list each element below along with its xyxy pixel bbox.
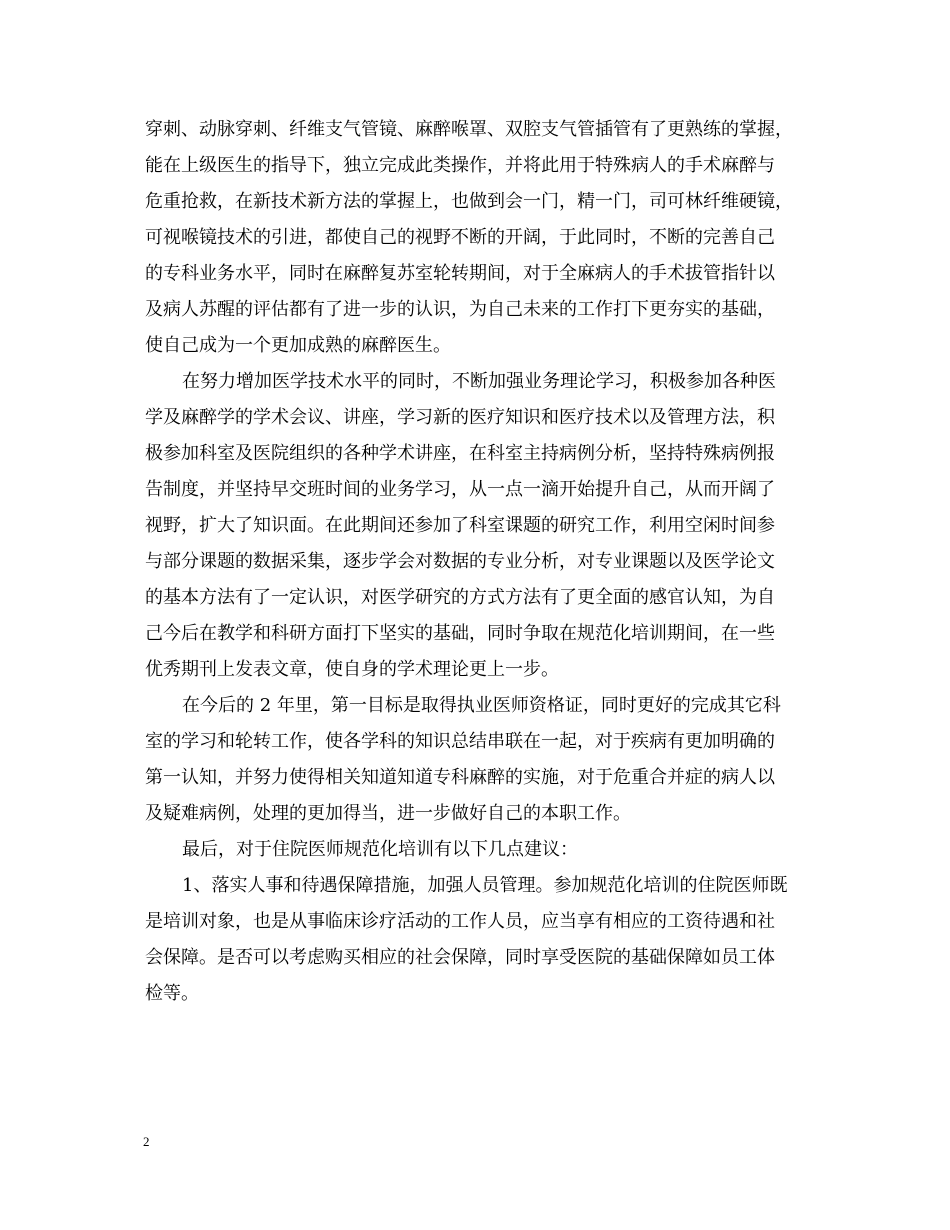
text-line: 是培训对象，也是从事临床诊疗活动的工作人员，应当享有相应的工资待遇和社 [145, 911, 775, 932]
text-line: 能在上级医生的指导下，独立完成此类操作，并将此用于特殊病人的手术麻醉与 [145, 155, 775, 176]
text-line: 会保障。是否可以考虑购买相应的社会保障，同时享受医院的基础保障如员工体 [145, 947, 775, 968]
text-line: 及疑难病例，处理的更加得当，进一步做好自己的本职工作。 [145, 803, 631, 824]
text-line: 检等。 [145, 983, 199, 1004]
text-line: 最后，对于住院医师规范化培训有以下几点建议： [182, 839, 578, 860]
text-line: 与部分课题的数据采集，逐步学会对数据的专业分析，对专业课题以及医学论文 [145, 551, 775, 572]
text-line: 穿刺、动脉穿刺、纤维支气管镜、麻醉喉罩、双腔支气管插管有了更熟练的掌握， [145, 119, 793, 140]
text-line: 告制度，并坚持早交班时间的业务学习，从一点一滴开始提升自己，从而开阔了 [145, 479, 775, 500]
text-line: 1、落实人事和待遇保障措施，加强人员管理。参加规范化培训的住院医师既 [182, 875, 788, 896]
text-line: 视野，扩大了知识面。在此期间还参加了科室课题的研究工作，利用空闲时间参 [145, 515, 775, 536]
text-line: 优秀期刊上发表文章，使自身的学术理论更上一步。 [145, 659, 559, 680]
text-line: 学及麻醉学的学术会议、讲座，学习新的医疗知识和医疗技术以及管理方法，积 [145, 407, 775, 428]
text-line: 可视喉镜技术的引进，都使自己的视野不断的开阔，于此同时，不断的完善自己 [145, 227, 775, 248]
text-line: 的基本方法有了一定认识，对医学研究的方式方法有了更全面的感官认知，为自 [145, 587, 775, 608]
text-line: 使自己成为一个更加成熟的麻醉医生。 [145, 335, 451, 356]
body-text [145, 112, 805, 1012]
text-line: 己今后在教学和科研方面打下坚实的基础，同时争取在规范化培训期间，在一些 [145, 623, 775, 644]
page-number: 2 [143, 1134, 150, 1149]
text-line: 危重抢救，在新技术新方法的掌握上，也做到会一门，精一门，司可林纤维硬镜， [145, 191, 793, 212]
text-line: 及病人苏醒的评估都有了进一步的认识，为自己未来的工作打下更夯实的基础， [145, 299, 775, 320]
text-line: 在努力增加医学技术水平的同时，不断加强业务理论学习，积极参加各种医 [182, 371, 776, 392]
text-line: 在今后的 2 年里，第一目标是取得执业医师资格证，同时更好的完成其它科 [182, 695, 781, 716]
text-line: 室的学习和轮转工作，使各学科的知识总结串联在一起，对于疾病有更加明确的 [145, 731, 775, 752]
text-line: 的专科业务水平，同时在麻醉复苏室轮转期间，对于全麻病人的手术拔管指针以 [145, 263, 775, 284]
text-line: 极参加科室及医院组织的各种学术讲座，在科室主持病例分析，坚持特殊病例报 [145, 443, 775, 464]
text-line: 第一认知，并努力使得相关知道知道专科麻醉的实施，对于危重合并症的病人以 [145, 767, 775, 788]
